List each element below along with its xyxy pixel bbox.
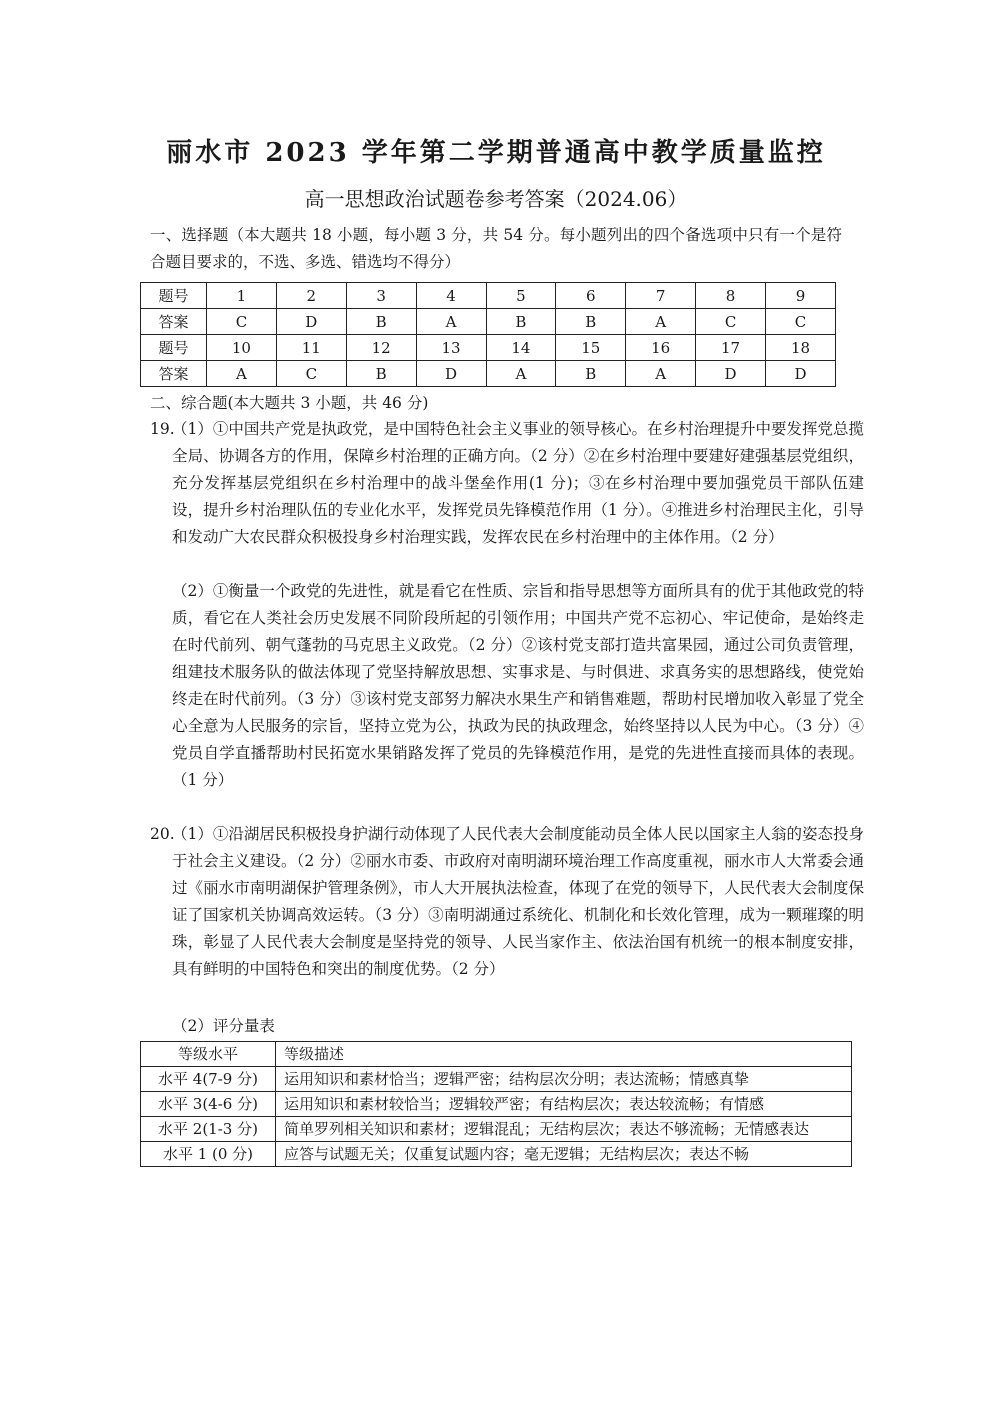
- table-header-row: [141, 1042, 852, 1067]
- section1-heading: 一、选择题（本大题共 18 小题，每小题 3 分，共 54 分。每小题列出的四个备选项中只有一个是符合题目要求的，不选、多选、错选均不得分）: [150, 226, 842, 271]
- table-cell: 14: [486, 335, 556, 361]
- scoring-rubric-table: [140, 1041, 852, 1167]
- table-cell: C: [276, 361, 346, 387]
- table-cell: A: [416, 309, 486, 335]
- table-row: [141, 1067, 852, 1092]
- table-cell: A: [207, 361, 277, 387]
- level-cell: 水平 2(1-3 分): [141, 1117, 276, 1142]
- question-19-part1: [150, 416, 864, 551]
- table-row: [141, 1142, 852, 1167]
- table-cell: D: [766, 361, 836, 387]
- table-cell: C: [766, 309, 836, 335]
- sub-title: 高一思想政治试题卷参考答案（2024.06）: [304, 187, 688, 211]
- table-row: [141, 1117, 852, 1142]
- table-cell: 13: [416, 335, 486, 361]
- level-cell: 水平 1 (0 分): [141, 1142, 276, 1167]
- table-row: [141, 361, 836, 387]
- table-cell: B: [556, 309, 626, 335]
- table-cell: D: [696, 361, 766, 387]
- table-cell: 7: [626, 283, 696, 309]
- table-cell: C: [207, 309, 277, 335]
- answer-text: （1）①中国共产党是执政党，是中国特色社会主义事业的领导核心。在乡村治理提升中要发挥党总揽全局、协调各方的作用，保障乡村治理的正确方向。（2 分）②在乡村治理中要建好建强基层党组织，充分发挥基层党组织在乡村治理中的战斗堡垒作用(1 分)；③在乡村治理中要加强党员干部队伍建设，提升乡村治理队伍的专业化水平，发挥党员先锋模范作用（1 分）。④推进乡村治理民主化，引导和发动广大农民群众积极投身乡村治理实践，发挥农民在乡村治理中的主体作用。（2 分）: [172, 420, 864, 546]
- choice-answer-table: [140, 282, 836, 387]
- main-title: 丽水市 2023 学年第二学期普通高中教学质量监控: [166, 138, 826, 168]
- table-cell: D: [276, 309, 346, 335]
- table-row: [141, 283, 836, 309]
- table-cell: 16: [626, 335, 696, 361]
- row-label: 题号: [141, 283, 207, 309]
- table-cell: 3: [346, 283, 416, 309]
- level-cell: 水平 3(4-6 分): [141, 1092, 276, 1117]
- column-header: 等级描述: [276, 1042, 852, 1067]
- row-label: 题号: [141, 335, 207, 361]
- table-cell: 8: [696, 283, 766, 309]
- row-label: 答案: [141, 309, 207, 335]
- table-cell: B: [556, 361, 626, 387]
- question-number: 20.: [150, 825, 175, 843]
- table-cell: A: [626, 309, 696, 335]
- table-cell: 10: [207, 335, 277, 361]
- description-cell: 运用知识和素材较恰当；逻辑较严密；有结构层次；表达较流畅；有情感: [276, 1092, 852, 1117]
- table-cell: 5: [486, 283, 556, 309]
- question-20-part2-label: （2）评分量表: [172, 1017, 275, 1035]
- table-cell: D: [416, 361, 486, 387]
- table-cell: B: [346, 309, 416, 335]
- level-cell: 水平 4(7-9 分): [141, 1067, 276, 1092]
- table-cell: 11: [276, 335, 346, 361]
- table-cell: 12: [346, 335, 416, 361]
- table-cell: 4: [416, 283, 486, 309]
- question-20-part1: [150, 821, 864, 983]
- row-label: 答案: [141, 361, 207, 387]
- description-cell: 运用知识和素材恰当；逻辑严密；结构层次分明；表达流畅；情感真挚: [276, 1067, 852, 1092]
- table-cell: 9: [766, 283, 836, 309]
- question-number: 19.: [150, 420, 175, 438]
- description-cell: 应答与试题无关；仅重复试题内容；毫无逻辑；无结构层次；表达不畅: [276, 1142, 852, 1167]
- table-cell: 2: [276, 283, 346, 309]
- table-cell: C: [696, 309, 766, 335]
- table-row: [141, 335, 836, 361]
- answer-text: （2）①衡量一个政党的先进性，就是看它在性质、宗旨和指导思想等方面所具有的优于其他政党的特质，看它在人类社会历史发展不同阶段所起的引领作用；中国共产党不忘初心、牢记使命，是始终走在时代前列、朝气蓬勃的马克思主义政党。（2 分）②该村党支部打造共富果园，通过公司负责管理，组建技术服务队的做法体现了党坚持解放思想、实事求是、与时俱进、求真务实的思想路线，使党始终走在时代前列。（3 分）③该村党支部努力解决水果生产和销售难题，帮助村民增加收入彰显了党全心全意为人民服务的宗旨，坚持立党为公，执政为民的执政理念，始终坚持以人民为中心。（3 分）④党员自学直播帮助村民拓宽水果销路发挥了党员的先锋模范作用，是党的先进性直接而具体的表现。（1 分）: [172, 582, 864, 789]
- column-header: 等级水平: [141, 1042, 276, 1067]
- table-cell: 15: [556, 335, 626, 361]
- table-cell: B: [486, 309, 556, 335]
- section2-heading: 二、综合题(本大题共 3 小题，共 46 分): [150, 394, 429, 412]
- table-cell: 1: [207, 283, 277, 309]
- table-row: [141, 1092, 852, 1117]
- description-cell: 简单罗列相关知识和素材；逻辑混乱；无结构层次；表达不够流畅；无情感表达: [276, 1117, 852, 1142]
- table-cell: B: [346, 361, 416, 387]
- table-cell: 18: [766, 335, 836, 361]
- table-cell: 17: [696, 335, 766, 361]
- table-cell: A: [486, 361, 556, 387]
- question-19-part2: [150, 578, 864, 794]
- answer-text: （1）①沿湖居民积极投身护湖行动体现了人民代表大会制度能动员全体人民以国家主人翁的姿态投身于社会主义建设。（2 分）②丽水市委、市政府对南明湖环境治理工作高度重视，丽水市人大常委会通过《丽水市南明湖保护管理条例》，市人大开展执法检查，体现了在党的领导下，人民代表大会制度保证了国家机关协调高效运转。（3 分）③南明湖通过系统化、机制化和长效化管理，成为一颗璀璨的明珠，彰显了人民代表大会制度是坚持党的领导、人民当家作主、依法治国有机统一的根本制度安排，具有鲜明的中国特色和突出的制度优势。（2 分）: [172, 825, 864, 978]
- table-cell: A: [626, 361, 696, 387]
- table-row: [141, 309, 836, 335]
- table-cell: 6: [556, 283, 626, 309]
